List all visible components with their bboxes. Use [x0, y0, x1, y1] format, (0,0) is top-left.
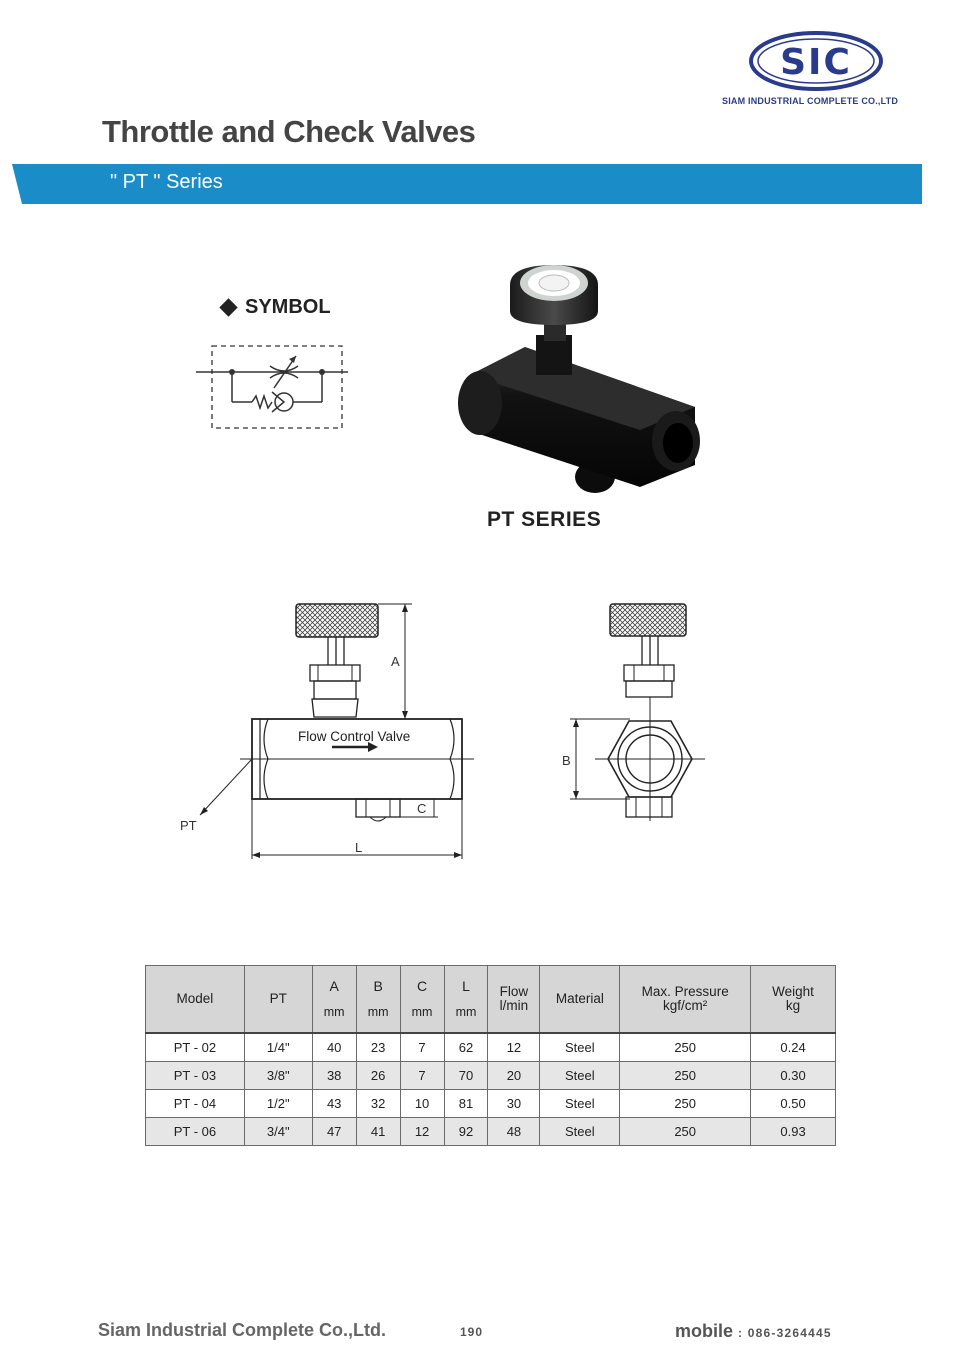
- cell-pressure: 250: [620, 1090, 751, 1118]
- cell-pt: 1/4": [244, 1033, 312, 1062]
- header-weight: Weight kg: [751, 966, 836, 1034]
- cell-a: 47: [312, 1118, 356, 1146]
- product-photo: [440, 255, 730, 505]
- cell-weight: 0.30: [751, 1062, 836, 1090]
- cell-flow: 20: [488, 1062, 540, 1090]
- symbol-heading: [222, 296, 331, 319]
- cell-a: 43: [312, 1090, 356, 1118]
- header-c: C mm: [400, 966, 444, 1034]
- cell-l: 70: [444, 1062, 488, 1090]
- dimension-label-b: B: [562, 753, 571, 768]
- page-number: 190: [460, 1325, 484, 1339]
- header-material: Material: [540, 966, 620, 1034]
- cell-pt: 3/8": [244, 1062, 312, 1090]
- table-row: [146, 1033, 836, 1062]
- dimension-label-c: C: [417, 801, 427, 816]
- series-title: " PT " Series: [110, 171, 223, 193]
- cell-c: 10: [400, 1090, 444, 1118]
- cell-model: PT - 03: [146, 1062, 245, 1090]
- dimension-label-a: A: [391, 654, 400, 669]
- company-name-small: SIAM INDUSTRIAL COMPLETE CO.,LTD: [722, 96, 899, 106]
- header-b: B mm: [356, 966, 400, 1034]
- cell-pressure: 250: [620, 1062, 751, 1090]
- cell-a: 38: [312, 1062, 356, 1090]
- cell-pressure: 250: [620, 1033, 751, 1062]
- mobile-label: mobile: [675, 1321, 734, 1341]
- cell-c: 7: [400, 1033, 444, 1062]
- cell-flow: 12: [488, 1033, 540, 1062]
- symbol-heading-text: SYMBOL: [245, 296, 331, 318]
- cell-flow: 30: [488, 1090, 540, 1118]
- table-row: [146, 1062, 836, 1090]
- cell-pt: 3/4": [244, 1118, 312, 1146]
- logo-text: SIC: [780, 42, 852, 83]
- cell-a: 40: [312, 1033, 356, 1062]
- page-title: Throttle and Check Valves: [102, 114, 476, 149]
- photo-caption: PT SERIES: [487, 508, 602, 531]
- cell-material: Steel: [540, 1062, 620, 1090]
- cell-pressure: 250: [620, 1118, 751, 1146]
- cell-material: Steel: [540, 1033, 620, 1062]
- cell-l: 62: [444, 1033, 488, 1062]
- header-pt: PT: [244, 966, 312, 1034]
- dimension-label-pt: PT: [180, 818, 197, 833]
- header-model: Model: [146, 966, 245, 1034]
- cell-material: Steel: [540, 1090, 620, 1118]
- cell-l: 92: [444, 1118, 488, 1146]
- cell-b: 23: [356, 1033, 400, 1062]
- cell-material: Steel: [540, 1118, 620, 1146]
- header-flow: Flow l/min: [488, 966, 540, 1034]
- hydraulic-symbol: [192, 340, 352, 436]
- cell-weight: 0.24: [751, 1033, 836, 1062]
- dimension-drawing-front: [160, 585, 520, 865]
- footer-company: Siam Industrial Complete Co.,Ltd.: [98, 1320, 387, 1340]
- cell-model: PT - 04: [146, 1090, 245, 1118]
- cell-pt: 1/2": [244, 1090, 312, 1118]
- table-row: [146, 1090, 836, 1118]
- cell-b: 41: [356, 1118, 400, 1146]
- cell-model: PT - 06: [146, 1118, 245, 1146]
- cell-flow: 48: [488, 1118, 540, 1146]
- dimension-drawing-side: [550, 585, 720, 825]
- flow-control-label: Flow Control Valve: [298, 729, 411, 744]
- table-row: [146, 1118, 836, 1146]
- cell-weight: 0.93: [751, 1118, 836, 1146]
- mobile-number: : 086-3264445: [738, 1326, 832, 1340]
- cell-model: PT - 02: [146, 1033, 245, 1062]
- spec-table: [145, 965, 836, 1146]
- cell-c: 7: [400, 1062, 444, 1090]
- cell-b: 32: [356, 1090, 400, 1118]
- cell-b: 26: [356, 1062, 400, 1090]
- footer-mobile: [675, 1321, 832, 1342]
- header-l: L mm: [444, 966, 488, 1034]
- sic-logo: [748, 30, 884, 92]
- cell-l: 81: [444, 1090, 488, 1118]
- cell-c: 12: [400, 1118, 444, 1146]
- diamond-bullet-icon: [219, 298, 237, 316]
- header-pressure: Max. Pressure kgf/cm²: [620, 966, 751, 1034]
- cell-weight: 0.50: [751, 1090, 836, 1118]
- header-a: A mm: [312, 966, 356, 1034]
- dimension-label-l: L: [355, 840, 363, 855]
- table-header-row: [146, 966, 836, 1034]
